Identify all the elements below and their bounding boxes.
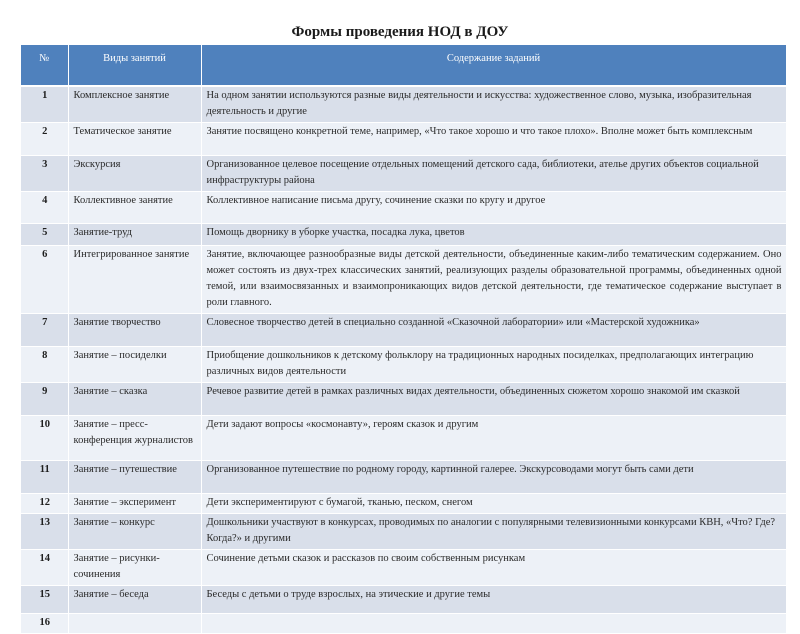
row-num: 9 [21, 383, 68, 416]
row-type: Интегрированное занятие [68, 246, 201, 314]
table-row [21, 614, 786, 634]
row-content [201, 614, 786, 634]
row-type: Занятие – сказка [68, 383, 201, 416]
row-num: 6 [21, 246, 68, 314]
row-num: 7 [21, 314, 68, 347]
table-row [21, 156, 786, 192]
row-num: 5 [21, 224, 68, 246]
row-content: Дети задают вопросы «космонавту», героям сказок и другим [201, 416, 786, 461]
table-header-row [21, 45, 786, 86]
row-type: Тематическое занятие [68, 123, 201, 156]
row-content: Словесное творчество детей в специально созданной «Сказочной лаборатории» или «Мастерской художника» [201, 314, 786, 347]
row-type: Занятие – беседа [68, 586, 201, 614]
row-content: Организованное путешествие по родному городу, картинной галерее. Экскурсоводами могут быть сами дети [201, 461, 786, 494]
row-num: 14 [21, 550, 68, 586]
header-content: Содержание заданий [201, 45, 786, 86]
row-type: Занятие – конкурс [68, 514, 201, 550]
row-content: Речевое развитие детей в рамках различных видах деятельности, объединенных сюжетом хорошо знакомой им сказкой [201, 383, 786, 416]
page-title: Формы проведения НОД в ДОУ [291, 24, 509, 40]
row-content: Дошкольники участвуют в конкурсах, проводимых по аналогии с популярными телевизионными конкурсами КВН, «Что? Где? Когда?» и другими [201, 514, 786, 550]
forms-table [21, 45, 787, 634]
row-num: 11 [21, 461, 68, 494]
table-row [21, 246, 786, 314]
row-content: Помощь дворнику в уборке участка, посадка лука, цветов [201, 224, 786, 246]
table-row [21, 416, 786, 461]
header-num: № [21, 45, 68, 86]
row-num: 15 [21, 586, 68, 614]
table-row [21, 314, 786, 347]
row-type [68, 614, 201, 634]
row-content: Организованное целевое посещение отдельных помещений детского сада, библиотеки, ателье других объектов социальной инфраструктуры района [201, 156, 786, 192]
table-row [21, 224, 786, 246]
row-num: 1 [21, 86, 68, 123]
row-content: Дети экспериментируют с бумагой, тканью, песком, снегом [201, 494, 786, 514]
row-num: 13 [21, 514, 68, 550]
table-row [21, 461, 786, 494]
table-row [21, 383, 786, 416]
row-content: Приобщение дошкольников к детскому фольклору на традиционных народных посиделках, предполагающих интеграцию различных видов деятельности [201, 347, 786, 383]
row-num: 10 [21, 416, 68, 461]
row-type: Занятие творчество [68, 314, 201, 347]
row-content: Сочинение детьми сказок и рассказов по своим собственным рисункам [201, 550, 786, 586]
row-type: Занятие – пресс-конференция журналистов [68, 416, 201, 461]
row-type: Занятие – эксперимент [68, 494, 201, 514]
row-type: Занятие – посиделки [68, 347, 201, 383]
row-num: 3 [21, 156, 68, 192]
row-type: Занятие – рисунки-сочинения [68, 550, 201, 586]
header-type: Виды занятий [68, 45, 201, 86]
row-num: 8 [21, 347, 68, 383]
row-content: Коллективное написание письма другу, сочинение сказки по кругу и другое [201, 192, 786, 224]
row-num: 16 [21, 614, 68, 634]
table-row [21, 347, 786, 383]
row-num: 2 [21, 123, 68, 156]
table-row [21, 123, 786, 156]
table-row [21, 192, 786, 224]
row-content: На одном занятии используются разные виды деятельности и искусства: художественное слово, музыка, изобразительная деятельность и другие [201, 86, 786, 123]
row-type: Комплексное занятие [68, 86, 201, 123]
table-row [21, 494, 786, 514]
row-num: 12 [21, 494, 68, 514]
table-row [21, 514, 786, 550]
row-content: Занятие, включающее разнообразные виды детской деятельности, объединенные каким-либо тематическим содержанием. Оно может состоять из двух-трех классических занятий, реализующих разделы образовательной программы, объединенных одной темой, или взаимосвязанных и взаимопроникающих видов детской деятельности, где тематическое содержание выступает в роли главного. [201, 246, 786, 314]
row-num: 4 [21, 192, 68, 224]
table-row [21, 550, 786, 586]
row-type: Экскурсия [68, 156, 201, 192]
row-type: Коллективное занятие [68, 192, 201, 224]
row-content: Занятие посвящено конкретной теме, например, «Что такое хорошо и что такое плохо». Вполне может быть комплексным [201, 123, 786, 156]
row-content: Беседы с детьми о труде взрослых, на этические и другие темы [201, 586, 786, 614]
table-row [21, 86, 786, 123]
row-type: Занятие-труд [68, 224, 201, 246]
row-type: Занятие – путешествие [68, 461, 201, 494]
